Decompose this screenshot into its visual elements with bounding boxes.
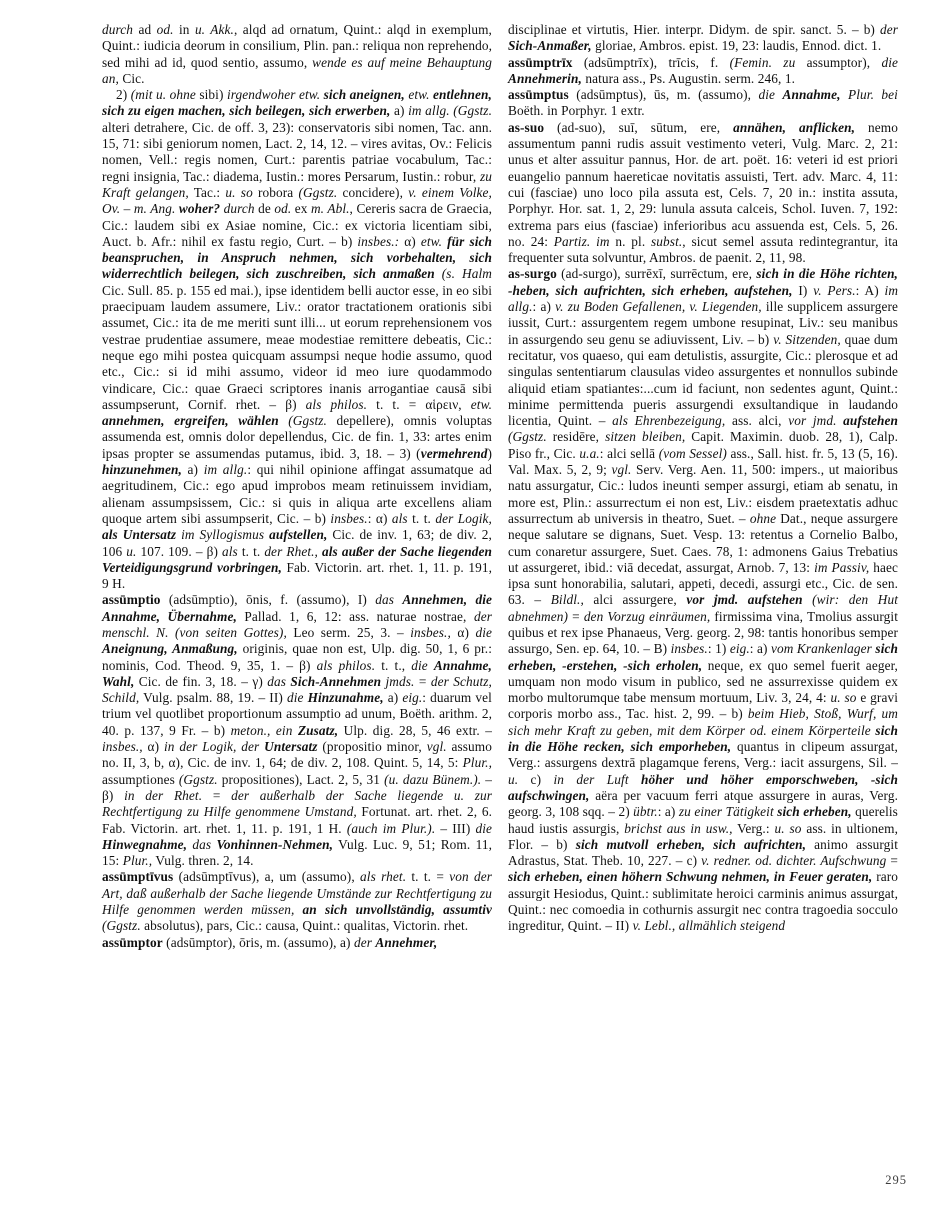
dictionary-paragraph: as-surgo (ad-surgo), surrēxī, surrēctum, ere, sich in die Höhe richten, -heben, sich aufrichten, sich erheben, aufstehen, I) v. Pers.: A) im allg.: a) v. zu Boden Gefallenen, v. Liegenden, ille supplicem assurgere iussit, Curt.: assurgentem regem umbone resupinat, Liv.: seu manibus in assurgendo seu genu se adiuvissent, Liv. – b) v. Sitzenden, quae dum recitatur, vos quaeso, qui eam detulistis, assurgite, Cic.: plerosque et ad singulas sententiarum clausulas video assurgentes et nonnullos subinde aliquid etiam spatiantes:...cum id faciunt, non sedentes agunt, Quint.: minime permittenda pueris assurgendi exsultandique in laudando licentia, Quint. – als Ehrenbezeigung, ass. alci, vor jmd. aufstehen (Ggstz. residēre, sitzen bleiben, Capit. Maximin. duob. 28, 1), Calp. Piso fr., Cic. u.a.: alci sellā (vom Sessel) ass., Sall. hist. fr. 5, 13 (5, 16). Val. Max. 5, 2, 9; vgl. Serv. Verg. Aen. 11, 500: impers., ut maioribus natu assurgatur, Cic.: ludos ineunti semper assurgi, etiam ab senatu, in more est, Plin.: assurrectum ei non est, Liv.: eisdem praetextatis adhuc assurrectum ab universis in theatro, Suet. – ohne Dat., neque assurgere neque salutare se dignans, Suet. Vesp. 13: retentus a Cornelio Balbo, cum conaretur assurgere, Suet. Caes. 78, 1: admonens Gaius Trebatius ut assurgeret, ibid.: viā decedat, assurgat, Arnob. 7, 13: im Passiv, haec ipsa sunt honorabilia, salutari, appeti, decedi, assurgi etc., Cic. de sen. 63. – Bildl., alci assurgere, vor jmd. aufstehen (wir: den Hut abnehmen) = den Vorzug einräumen, firmissima vina, Tmolius assurgit quibus et rex ipse Phanaeus, Verg. georg. 2, 98: tantis honoribus semper assurgo, Sen. ep. 64, 10. – B) insbes.: 1) eig.: a) vom Krankenlager sich erheben, -erstehen, -sich erholen, neque, ex quo semel fuerit aeger, umquam non modo visum in publico, sed ne assurrexisse quidem ex morbo multorumque tabe mensum mortuum, Liv. 3, 24, 4: u. so e gravi corporis morbo ass., Tac. hist. 2, 99. – b) beim Hieb, Stoß, Wurf, um sich mehr Kraft zu geben, mit dem Körper od. einem Körperteile sich in die Höhe recken, sich emporheben, quantus in clipeum assurgat, Verg.: assurgens dextrā plagamque ferens, Verg.: iacit assurgens, Sil. – u. c) in der Luft höher und höher emporschweben, -sich aufschwingen, aëra per vacuum ferri atque assurgere in auras, Verg. georg. 3, 108 sqq. – 2) übtr.: a) zu einer Tätigkeit sich erheben, querelis haud iustis assurgis, brichst aus in usw., Verg.: u. so ass. in ultionem, Flor. – b) sich mutvoll erheben, sich aufrichten, animo assurgit Adrastus, Stat. Theb. 10, 227. – c) v. redner. od. dichter. Aufschwung = sich erheben, einen höhern Schwung nehmen, in Feuer geraten, raro assurgit Hesiodus, Quint.: sublimitate heroici carminis animus assurgat, Quint.: nec comoedia in cothurnis assurgit nec contra tragoedia socculo ingreditur, Quint. – II) v. Lebl., allmählich steigend [508,266,899,934]
dictionary-paragraph: disciplinae et virtutis, Hier. interpr. Didym. de spir. sanct. 5. – b) der Sich-Anmaßer, gloriae, Ambros. epist. 19, 23: laudis, Ennod. dict. 1. [508,22,898,54]
dictionary-paragraph: assūmptio (adsūmptio), ōnis, f. (assumo), I) das Annehmen, die Annahme, Übernahme, Pallad. 1, 6, 12: ass. naturae nostrae, der menschl. N. (von seiten Gottes), Leo serm. 25, 3. – insbes., α) die Aneignung, Anmaßung, originis, quae non est, Ulp. dig. 50, 1, 6 pr.: nominis, Cod. Theod. 9, 35, 1. – β) als philos. t. t., die Annahme, Wahl, Cic. de fin. 3, 18. – γ) das Sich-Annehmen jmds. = der Schutz, Schild, Vulg. psalm. 88, 19. – II) die Hinzunahme, a) eig.: duarum vel trium vel quotlibet proportionum assumptio ad unum, Boëth. arithm. 2, 40. p. 137, 9 Fr. – b) meton., ein Zusatz, Ulp. dig. 28, 5, 46 extr. – insbes., α) in der Logik, der Untersatz (propositio minor, vgl. assumo no. II, 3, b, α), Cic. de inv. 1, 64; de div. 2, 108. Quint. 5, 14, 5: Plur., assumptiones (Ggstz. propositiones), Lact. 2, 5, 31 (u. dazu Bünem.). – β) in der Rhet. = der außerhalb der Sache liegende u. zur Rechtfertigung zu Hilfe genommene Umstand, Fortunat. art. rhet. 2, 6. Fab. Victorin. art. rhet. 1, 11. p. 191, 1 H. (auch im Plur.). – III) die Hinwegnahme, das Vonhinnen-Nehmen, Vulg. Luc. 9, 51; Rom. 11, 15: Plur., Vulg. thren. 2, 14. [102,592,492,869]
dictionary-paragraph: assūmptor (adsūmptor), ōris, m. (assumo), a) der Annehmer, [102,934,438,950]
dictionary-paragraph: assūmptīvus (adsūmptīvus), a, um (assumo), als rhet. t. t. = von der Art, daß außerhalb der Sache liegende Umstände zur Rechtfertigung zu Hilfe genommen werden müssen, an sich unvollständig, assumtiv (Ggstz. absolutus), pars, Cic.: causa, Quint.: qualitas, Victorin. rhet. [102,869,493,934]
dictionary-paragraph: assūmptrīx (adsūmptrīx), trīcis, f. (Femin. zu assumptor), die Annehmerin, natura ass., Ps. Augustin. serm. 246, 1. [508,54,898,86]
text-columns [102,22,898,951]
page-number: 295 [885,1173,907,1187]
dictionary-paragraph: 2) (mit u. ohne sibi) irgendwoher etw. sich aneignen, etw. entlehnen, sich zu eigen machen, sich beilegen, sich erwerben, a) im allg. (Ggstz. alteri detrahere, Cic. de off. 3, 23): conservatoris sibi nomen, Tac. ann. 15, 71: sibi geniorum nomen, Lact. 2, 14, 12. – vires avitas, Ov.: Felicis nomen, Vell.: regis nomen, Curt.: parentis patriae vocabulum, Tac.: regni insignia, Tac.: diadema, Iustin.: mores Persarum, Iustin.: robur, zu Kraft gelangen, Tac.: u. so robora (Ggstz. concidere), v. einem Volke, Ov. – m. Ang. woher? durch de od. ex m. Abl., Cereris sacra de Graecia, Cic.: laudem sibi ex Asiae nomine, Cic.: ex victoria licentiam sibi, Auct. b. Afr.: nihil ex fastu regio, Curt. – b) insbes.: α) etw. für sich beanspruchen, in Anspruch nehmen, sich vorbehalten, sich widerrechtlich beilegen, sich zuschreiben, sich anmaßen (s. Halm Cic. Sull. 85. p. 155 ed mai.), ipse identidem belli auctor esse, in eo sibi praecipuam laudem assumere, Liv.: orator tractationem orationis sibi assumet, Cic.: ita de me meriti sunt illi... ut eorum reprehensionem vos vestrae prudentiae assumere, meae modestiae remittere debeatis, Cic.: neque ego mihi postea quicquam assumpsi neque hodie assumo, quod etc., Cic.: si id mihi assumo, videor id meo iure quodammodo vindicare, Cic.: quae Graeci scriptores inanis arrogantiae causā sibi assumpserunt, Cornif. rhet. – β) als philos. t. t. = αἱρειν, etw. annehmen, ergreifen, wählen (Ggstz. depellere), omnis voluptas assumenda est, omnis dolor depellendus, Cic. de fin. 1, 33: artes enim ipsas propter se assumendas putamus, ibid. 3, 18. – 3) (vermehrend) hinzunehmen, a) im allg.: qui nihil opinione affingat assumatque ad aegritudinem, Cic.: ego apud improbos meam retinuissem invidiam, alienam assumpsissem, Cic.: si quis in aliqua arte excellens aliam quoque artem sibi assumpserit, Cic. – b) insbes.: α) als t. t. der Logik, als Untersatz im Syllogismus aufstellen, Cic. de inv. 1, 63; de div. 2, 106 u. 107. 109. – β) als t. t. der Rhet., als außer der Sache liegenden Verteidigungsgrund vorbringen, Fab. Victorin. art. rhet. 1, 11. p. 191, 9 H. [102,87,493,592]
dictionary-paragraph: assūmptus (adsūmptus), ūs, m. (assumo), die Annahme, Plur. bei Boëth. in Porphyr. 1 extr. [508,87,898,119]
dictionary-paragraph: durch ad od. in u. Akk., alqd ad ornatum, Quint.: alqd in exemplum, Quint.: iudicia deorum in consilium, Plin. pan.: reliqua non reprehendo, sed mihi ad id, quod sentio, assumo, wende es auf meine Behauptung an, Cic. [102,22,492,86]
column-right [508,22,898,951]
column-left [102,22,492,951]
dictionary-paragraph: as-suo (ad-suo), suī, sūtum, ere, annähen, anflicken, nemo assumentum panni rudis assuit vestimento veteri, Vulg. Marc. 2, 21: unus et alter assuitur pannus, Hor. de art. poët. 16: veteri id est priori euangelio pannum haereticae novitatis assuisti, Tert. adv. Marc. 4, 11: cui (fasciae) uno loco pila assuta est, Cels. 7, 20 in.: instita assuta, Porphyr. Hor. sat. 1, 2, 29: lunula assuta calceis, Schol. Iuven. 7, 192: extrema pars eius (fasciae) inferioribus acu assuenda est, Cels. 5, 26. no. 24: Partiz. im n. pl. subst., sicut semel assuta redintegrantur, ita frequenter suta solvuntur, Ambros. de paenit. 2, 11, 98. [508,119,899,266]
